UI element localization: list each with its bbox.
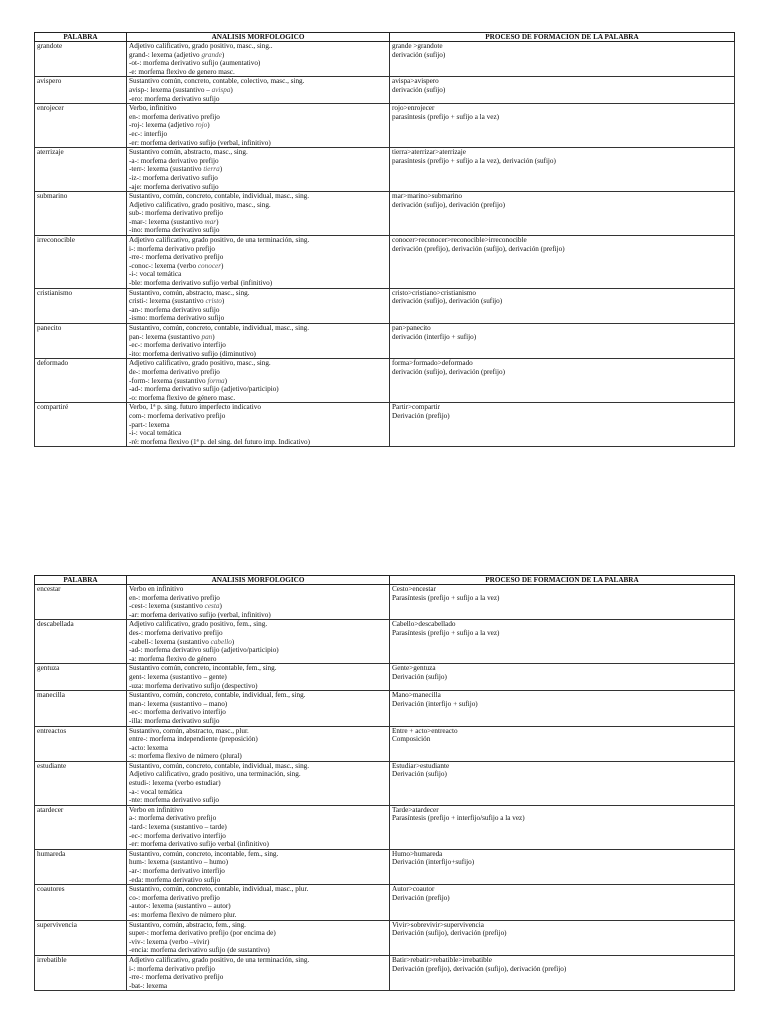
cell-analisis: [127, 148, 390, 192]
cell-proceso: [390, 42, 735, 77]
proceso-line: Estudiar>estudiante: [392, 761, 450, 770]
analisis-line: Sustantivo, común, concreto, contable, individual, fem., sing.: [129, 691, 306, 700]
cell-palabra: gentuza: [35, 664, 127, 691]
proceso-line: mar>marino>submarino: [392, 192, 462, 201]
cell-palabra: deformado: [35, 359, 127, 403]
analisis-line: Adjetivo calificativo, grado positivo, fem., sing.: [129, 620, 268, 629]
analisis-line: -encia: morfema derivativo sufijo (de sustantivo): [129, 946, 270, 955]
proceso-line: derivación (prefijo), derivación (sufijo), derivación (prefijo): [392, 244, 565, 253]
analisis-line: -i-: vocal temática: [129, 270, 182, 279]
analisis-line: -rre-: morfema derivativo prefijo: [129, 253, 224, 262]
cell-palabra: coautores: [35, 885, 127, 920]
proceso-line: Cabello>descabellado: [392, 620, 456, 629]
analisis-line: Sustantivo, común, concreto, contable, individual, masc., sing.: [129, 192, 310, 201]
analisis-line: -rre-: morfema derivativo prefijo: [129, 973, 224, 982]
cell-palabra: compartiré: [35, 403, 127, 447]
table-row: [35, 236, 735, 289]
cell-analisis: [127, 726, 390, 761]
proceso-line: Derivación (interfijo+sufijo): [392, 858, 475, 867]
table-row: [35, 849, 735, 884]
table-row: [35, 403, 735, 447]
analisis-line: Sustantivo, común, abstracto, masc., plur.: [129, 726, 249, 735]
analisis-line: Adjetivo calificativo, grado positivo, masc., sing..: [129, 42, 273, 50]
proceso-line: Tarde>atardecer: [392, 805, 439, 814]
proceso-line: parasíntesis (prefijo + sufijo a la vez): [392, 112, 500, 121]
proceso-line: Humo>humareda: [392, 849, 443, 858]
cell-analisis: [127, 236, 390, 289]
analisis-line: -part-: lexema: [129, 420, 170, 429]
cell-proceso: [390, 77, 735, 104]
analisis-line: -e: morfema flexivo de genero masc.: [129, 67, 235, 76]
proceso-line: forma>formado>deformado: [392, 359, 473, 368]
cell-proceso: [390, 104, 735, 148]
cell-proceso: [390, 192, 735, 236]
cell-proceso: [390, 585, 735, 620]
proceso-line: Parasíntesis (prefijo + interfijo/sufijo a la vez): [392, 814, 525, 823]
analisis-line: -ec-: interfijo: [129, 129, 168, 138]
analisis-line: -iz-: morfema derivativo sufijo: [129, 173, 218, 182]
proceso-line: Derivación (interfijo + sufijo): [392, 699, 478, 708]
analisis-line: -ino: morfema derivativo sufijo: [129, 226, 220, 235]
cell-palabra: estudiante: [35, 761, 127, 805]
analisis-line: -a-: morfema derivativo prefijo: [129, 156, 219, 165]
analisis-line: Sustantivo, común, concreto, contable, individual, masc., sing.: [129, 761, 310, 770]
table-row: [35, 288, 735, 323]
cell-palabra: entreactos: [35, 726, 127, 761]
analisis-line: en-: morfema derivativo prefijo: [129, 593, 220, 602]
analisis-line: Sustantivo, común, concreto, contable, individual, masc., sing.: [129, 324, 310, 332]
cell-palabra: supervivencia: [35, 920, 127, 955]
analisis-line: -ot-: morfema derivativo sufijo (aumentativo): [129, 59, 261, 68]
analisis-line: -viv-: lexema (verbo –vivir): [129, 937, 210, 946]
analisis-line: -s: morfema flexivo de número (plural): [129, 752, 242, 761]
cell-palabra: manecilla: [35, 691, 127, 726]
proceso-line: Parasíntesis (prefijo + sufijo a la vez): [392, 628, 500, 637]
analisis-line: -form-: lexema (sustantivo forma): [129, 376, 228, 385]
proceso-line: Derivación (prefijo), derivación (sufijo), derivación (prefijo): [392, 964, 567, 973]
analisis-line: -ito: morfema derivativo sufijo (diminutivo): [129, 349, 256, 358]
analisis-line: -er: morfema derivativo sufijo verbal (infinitivo): [129, 840, 269, 849]
analisis-line: -es: morfema flexivo de número plur.: [129, 910, 237, 919]
proceso-line: grande >grandote: [392, 42, 443, 50]
analisis-line: -autor-: lexema (sustantivo – autor): [129, 902, 231, 911]
proceso-line: derivación (sufijo): [392, 85, 446, 94]
analisis-line: -cabell-: lexema (sustantivo cabello): [129, 637, 235, 646]
cell-palabra: enrojecer: [35, 104, 127, 148]
analisis-line: pan-: lexema (sustantivo pan): [129, 332, 215, 341]
cell-palabra: atardecer: [35, 805, 127, 849]
proceso-line: Composición: [392, 735, 431, 744]
analisis-line: -ad-: morfema derivativo sufijo (adjetivo/participio): [129, 385, 279, 394]
table-header-row: [35, 576, 735, 585]
analisis-line: -ismo: morfema derivativo sufijo: [129, 314, 225, 323]
analisis-line: -terr-: lexema (sustantivo tierra): [129, 165, 223, 174]
cell-proceso: [390, 885, 735, 920]
cell-proceso: [390, 691, 735, 726]
cell-proceso: [390, 288, 735, 323]
proceso-line: Derivación (prefijo): [392, 411, 450, 420]
analisis-line: de-: morfema derivativo prefijo: [129, 367, 220, 376]
analisis-line: en-: morfema derivativo prefijo: [129, 112, 220, 121]
analisis-line: -a: morfema flexivo de género: [129, 654, 217, 663]
header-palabra: PALABRA: [35, 576, 127, 585]
table-row: [35, 148, 735, 192]
cell-proceso: [390, 726, 735, 761]
analisis-line: co-: morfema derivativo prefijo: [129, 893, 220, 902]
proceso-line: Derivación (prefijo): [392, 893, 450, 902]
analisis-line: grand-: lexema (adjetivo grande): [129, 50, 225, 59]
cell-analisis: [127, 691, 390, 726]
analisis-line: -conoc-: lexema (verbo conocer): [129, 261, 224, 270]
analisis-line: -illa: morfema derivativo sufijo: [129, 716, 220, 725]
header-proceso: PROCESO DE FORMACION DE LA PALABRA: [390, 576, 735, 585]
analisis-line: -uza: morfema derivativo sufijo (despectivo): [129, 681, 258, 690]
proceso-line: Derivación (sufijo): [392, 770, 447, 779]
cell-analisis: [127, 920, 390, 955]
analisis-line: Adjetivo calificativo, grado positivo, de una terminación, sing.: [129, 236, 310, 245]
analisis-line: Sustantivo, común, concreto, contable, individual, masc., plur.: [129, 885, 309, 894]
cell-proceso: [390, 236, 735, 289]
analisis-line: Sustantivo común, concreto, contable, colectivo, masc., sing.: [129, 77, 305, 86]
table-row: [35, 620, 735, 664]
cell-palabra: submarino: [35, 192, 127, 236]
analisis-line: -i-: vocal temática: [129, 429, 182, 438]
cell-analisis: [127, 403, 390, 447]
cell-analisis: [127, 849, 390, 884]
cell-analisis: [127, 585, 390, 620]
cell-proceso: [390, 148, 735, 192]
cell-proceso: [390, 620, 735, 664]
analisis-line: hum-: lexema (sustantivo – humo): [129, 858, 229, 867]
table-row: [35, 885, 735, 920]
cell-palabra: irreconocible: [35, 236, 127, 289]
header-proceso: PROCESO DE FORMACION DE LA PALABRA: [390, 33, 735, 42]
analisis-line: -bat-: lexema: [129, 981, 168, 990]
proceso-line: Partir>compartir: [392, 403, 440, 412]
analisis-line: man-: lexema (sustantivo – mano): [129, 699, 228, 708]
table-row: [35, 761, 735, 805]
cell-proceso: [390, 324, 735, 359]
header-analisis: ANALISIS MORFOLOGICO: [127, 576, 390, 585]
cell-proceso: [390, 359, 735, 403]
analisis-line: -ero: morfema derivativo sufijo: [129, 94, 220, 103]
analisis-line: Verbo, 1ª p. sing. futuro imperfecto indicativo: [129, 403, 261, 412]
analisis-line: -eda: morfema derivativo sufijo: [129, 875, 221, 884]
analisis-line: Sustantivo, común, abstracto, fem., sing.: [129, 920, 246, 929]
proceso-line: Batir>rebatir>rebatible>irrebatible: [392, 955, 492, 964]
analisis-line: -er: morfema derivativo sufijo (verbal, infinitivo): [129, 138, 271, 147]
proceso-line: derivación (sufijo), derivación (prefijo): [392, 200, 505, 209]
proceso-line: tierra>aterrizar>aterrizaje: [392, 148, 466, 157]
analisis-line: i-: morfema derivativo prefijo: [129, 244, 216, 253]
cell-palabra: descabellada: [35, 620, 127, 664]
analisis-line: Adjetivo calificativo, grado positivo, masc., sing.: [129, 359, 271, 368]
analisis-line: -ré: morfema flexivo (1ª p. del sing. del futuro imp. Indicativo): [129, 437, 311, 446]
cell-analisis: [127, 288, 390, 323]
analisis-line: cristi-: lexema (sustantivo cristo): [129, 297, 225, 306]
proceso-line: Mano>manecilla: [392, 691, 441, 700]
table-row: [35, 920, 735, 955]
cell-palabra: humareda: [35, 849, 127, 884]
cell-analisis: [127, 620, 390, 664]
proceso-line: conocer>reconocer>reconocible>irreconocible: [392, 236, 527, 245]
morphology-table-1: [34, 32, 735, 447]
cell-analisis: [127, 192, 390, 236]
header-analisis: ANALISIS MORFOLOGICO: [127, 33, 390, 42]
analisis-line: -an-: morfema derivativo sufijo: [129, 305, 220, 314]
proceso-line: derivación (sufijo): [392, 50, 446, 59]
analisis-line: -aje: morfema derivativo sufijo: [129, 182, 219, 191]
table-row: [35, 955, 735, 990]
cell-proceso: [390, 403, 735, 447]
cell-analisis: [127, 805, 390, 849]
cell-proceso: [390, 849, 735, 884]
proceso-line: Derivación (sufijo): [392, 672, 447, 681]
cell-proceso: [390, 805, 735, 849]
proceso-line: Entre + acto>entreacto: [392, 726, 458, 735]
analisis-line: Adjetivo calificativo, grado positivo, de una terminación, sing.: [129, 955, 310, 964]
table-row: [35, 359, 735, 403]
analisis-line: i-: morfema derivativo prefijo: [129, 964, 216, 973]
proceso-line: Cesto>encestar: [392, 585, 436, 593]
table-row: [35, 691, 735, 726]
proceso-line: cristo>cristiano>cristianismo: [392, 288, 476, 297]
analisis-line: Adjetivo calificativo, grado positivo, una terminación, sing.: [129, 770, 301, 779]
proceso-line: parasíntesis (prefijo + sufijo a la vez), derivación (sufijo): [392, 156, 556, 165]
analisis-line: super-: morfema derivativo prefijo (por encima de): [129, 929, 276, 938]
analisis-line: -roj-: lexema (adjetivo rojo): [129, 121, 210, 130]
analisis-line: -ble: morfema derivativo sufijo verbal (infinitivo): [129, 279, 273, 288]
cell-analisis: [127, 664, 390, 691]
cell-proceso: [390, 761, 735, 805]
proceso-line: derivación (interfijo + sufijo): [392, 332, 477, 341]
analisis-line: -nte: morfema derivativo sufijo: [129, 796, 220, 805]
analisis-line: -ec-: morfema derivativo interfijo: [129, 341, 226, 350]
analisis-line: -cest-: lexema (sustantivo cesta): [129, 602, 222, 611]
table-row: [35, 726, 735, 761]
analisis-line: sub-: morfema derivativo prefijo: [129, 209, 224, 218]
analisis-line: -ec-: morfema derivativo interfijo: [129, 708, 226, 717]
analisis-line: -o: morfema flexivo de género masc.: [129, 393, 236, 402]
proceso-line: avispa>avispero: [392, 77, 439, 86]
cell-analisis: [127, 104, 390, 148]
analisis-line: estudi-: lexema (verbo estudiar): [129, 779, 221, 788]
analisis-line: -a-: vocal temática: [129, 787, 183, 796]
cell-palabra: aterrizaje: [35, 148, 127, 192]
cell-palabra: avispero: [35, 77, 127, 104]
cell-palabra: panecito: [35, 324, 127, 359]
analisis-line: des-: morfema derivativo prefijo: [129, 628, 223, 637]
table-row: [35, 805, 735, 849]
cell-analisis: [127, 359, 390, 403]
table-header-row: [35, 33, 735, 42]
analisis-line: Adjetivo calificativo, grado positivo, masc., sing.: [129, 200, 271, 209]
cell-proceso: [390, 664, 735, 691]
table-row: [35, 192, 735, 236]
morphology-table-2: [34, 575, 735, 991]
table-row: [35, 42, 735, 77]
analisis-line: -tard-: lexema (sustantivo – tarde): [129, 823, 227, 832]
cell-palabra: encestar: [35, 585, 127, 620]
cell-analisis: [127, 885, 390, 920]
analisis-line: Verbo en infinitivo: [129, 585, 184, 593]
analisis-line: -ar: morfema derivativo sufijo (verbal, infinitivo): [129, 610, 271, 619]
proceso-line: pan>panecito: [392, 324, 431, 332]
cell-palabra: irrebatible: [35, 955, 127, 990]
analisis-line: a-: morfema derivativo prefijo: [129, 814, 217, 823]
analisis-line: -ec-: morfema derivativo interfijo: [129, 831, 226, 840]
cell-proceso: [390, 955, 735, 990]
table-row: [35, 585, 735, 620]
cell-analisis: [127, 324, 390, 359]
cell-analisis: [127, 955, 390, 990]
analisis-line: com-: morfema derivativo prefijo: [129, 411, 226, 420]
proceso-line: derivación (sufijo), derivación (prefijo): [392, 367, 505, 376]
proceso-line: Derivación (sufijo), derivación (prefijo): [392, 929, 507, 938]
analisis-line: Verbo, infinitivo: [129, 104, 177, 113]
cell-proceso: [390, 920, 735, 955]
cell-palabra: cristianismo: [35, 288, 127, 323]
analisis-line: avisp-: lexema (sustantivo – avispa): [129, 85, 233, 94]
table-row: [35, 104, 735, 148]
table-row: [35, 664, 735, 691]
analisis-line: Verbo en infinitivo: [129, 805, 184, 814]
proceso-line: Gente>gentuza: [392, 664, 436, 673]
table-row: [35, 77, 735, 104]
analisis-line: Sustantivo, común, abstracto, masc., sing.: [129, 288, 250, 297]
analisis-line: -ar-: morfema derivativo interfijo: [129, 867, 225, 875]
analisis-line: gent-: lexema (sustantivo – gente): [129, 672, 227, 681]
proceso-line: Parasíntesis (prefijo + sufijo a la vez): [392, 593, 500, 602]
analisis-line: Sustantivo, común, concreto, incontable, fem., sing.: [129, 849, 279, 858]
proceso-line: Vivir>sobrevivir>supervivencia: [392, 920, 484, 929]
cell-analisis: [127, 761, 390, 805]
analisis-line: -mar-: lexema (sustantivo mar): [129, 217, 219, 226]
analisis-line: Sustantivo común, concreto, incontable, fem., sing.: [129, 664, 277, 673]
proceso-line: Autor>coautor: [392, 885, 435, 894]
analisis-line: -ad-: morfema derivativo sufijo (adjetivo/participio): [129, 646, 279, 655]
cell-analisis: [127, 77, 390, 104]
cell-palabra: grandote: [35, 42, 127, 77]
header-palabra: PALABRA: [35, 33, 127, 42]
analisis-line: entre-: morfema independiente (preposición): [129, 735, 258, 744]
table-row: [35, 324, 735, 359]
analisis-line: Sustantivo común, abstracto, masc., sing.: [129, 148, 248, 157]
analisis-line: -acto: lexema: [129, 743, 168, 752]
proceso-line: rojo>enrojecer: [392, 104, 435, 113]
cell-analisis: [127, 42, 390, 77]
proceso-line: derivación (sufijo), derivación (sufijo): [392, 297, 503, 306]
